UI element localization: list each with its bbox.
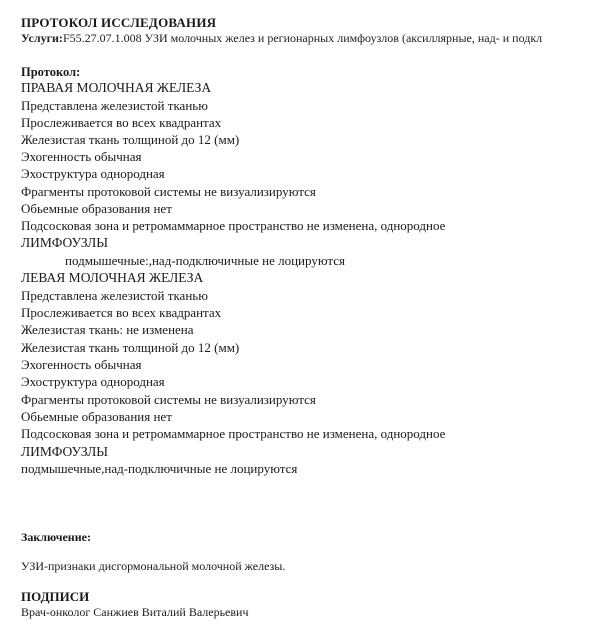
protocol-line: Представлена железистой тканью (21, 98, 208, 113)
conclusion-text: УЗИ-признаки дисгормональной молочной железы. (21, 559, 286, 573)
protocol-line: Прослеживается во всех квадрантах (21, 305, 222, 320)
protocol-line: Эхоструктура однородная (21, 166, 165, 181)
services-label: Услуги: (21, 31, 63, 45)
signatures-title: ПОДПИСИ (21, 589, 90, 604)
protocol-line: Фрагменты протоковой системы не визуализируются (21, 184, 316, 199)
right-breast-heading: ПРАВАЯ МОЛОЧНАЯ ЖЕЛЕЗА (21, 80, 212, 95)
protocol-line: Железистая ткань толщиной до 12 (мм) (21, 340, 240, 355)
protocol-line: Эхогенность обычная (21, 149, 142, 164)
protocol-line: Фрагменты протоковой системы не визуализируются (21, 392, 316, 407)
protocol-line: подмышечные:,над-подключичные не лоцируются (65, 253, 345, 268)
signature-doctor: Врач-онколог Санжиев Виталий Валерьевич (21, 605, 249, 619)
protocol-line: Подсосковая зона и ретромаммарное пространство не изменена, однородное (21, 218, 446, 233)
protocol-label: Протокол: (21, 65, 81, 79)
services-value: F55.27.07.1.008 УЗИ молочных желез и регионарных лимфоузлов (аксиллярные, над- и подкл (62, 31, 543, 45)
protocol-line: Обьемные образования нет (21, 201, 172, 216)
protocol-line: Прослеживается во всех квадрантах (21, 115, 222, 130)
protocol-line: Железистая ткань: не изменена (21, 322, 194, 337)
protocol-line: Эхоструктура однородная (21, 374, 165, 389)
lymph-nodes-heading-right: ЛИМФОУЗЛЫ (21, 235, 109, 250)
lymph-nodes-heading-left: ЛИМФОУЗЛЫ (21, 444, 109, 459)
protocol-line: Подсосковая зона и ретромаммарное пространство не изменена, однородное (21, 426, 446, 441)
document-title: ПРОТОКОЛ ИССЛЕДОВАНИЯ (21, 15, 217, 30)
protocol-line: Железистая ткань толщиной до 12 (мм) (21, 132, 240, 147)
protocol-line: Представлена железистой тканью (21, 288, 208, 303)
protocol-line: подмышечные,над-подключичные не лоцируются (21, 461, 298, 476)
protocol-line: Обьемные образования нет (21, 409, 172, 424)
conclusion-label: Заключение: (21, 530, 91, 544)
services-line (21, 31, 542, 46)
protocol-line: Эхогенность обычная (21, 357, 142, 372)
left-breast-heading: ЛЕВАЯ МОЛОЧНАЯ ЖЕЛЕЗА (21, 270, 204, 285)
